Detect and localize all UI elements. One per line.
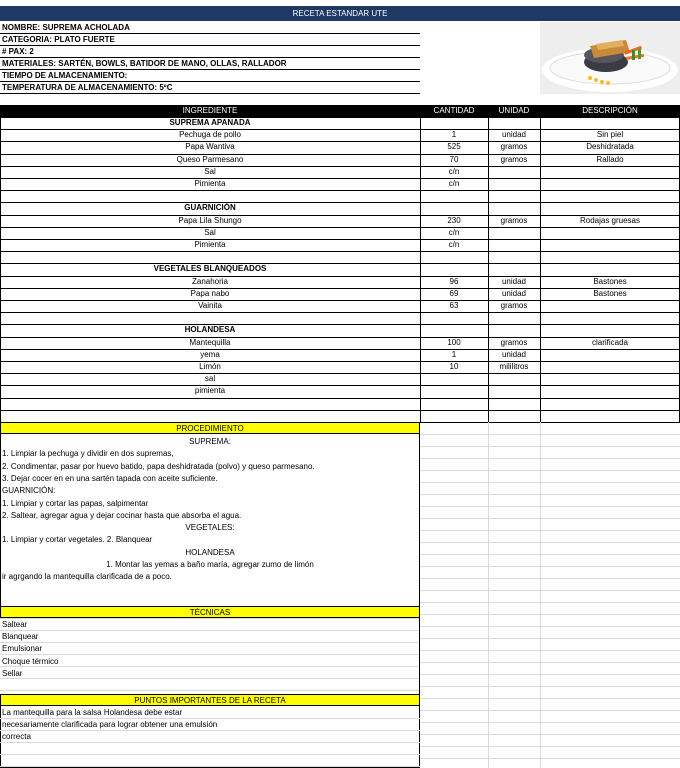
- ingredient-description: [540, 398, 680, 410]
- section-title: HOLANDESA: [184, 325, 236, 335]
- ingredient-unit: [488, 166, 540, 178]
- sheet-gridline: [420, 458, 680, 459]
- sheet-gridline: [0, 690, 420, 691]
- row-divider: [0, 300, 680, 301]
- key-point-line: correcta: [2, 732, 31, 742]
- row-divider: [0, 154, 680, 155]
- ingredient-description: [540, 190, 680, 202]
- row-divider: [0, 251, 680, 252]
- ingredient-unit: [488, 385, 540, 397]
- ingredient-quantity: 69: [449, 288, 459, 298]
- sheet-gridline: [0, 678, 420, 679]
- row-divider: [0, 166, 680, 167]
- sheet-gridline: [0, 630, 420, 631]
- ingredient-name: Vainita: [198, 301, 222, 310]
- plated-dish-image: [540, 22, 680, 94]
- sheet-gridline: [0, 654, 420, 655]
- ingredient-unit: unidad: [501, 130, 527, 140]
- sheet-gridline: [420, 698, 680, 699]
- row-divider: [0, 190, 680, 191]
- sheet-gridline: [420, 674, 680, 675]
- info-row: NOMBRE: SUPREMA ACHOLADA: [0, 22, 420, 34]
- procedure-line: 2. Saltear, agregar agua y dejar cocinar hasta que absorba el agua.: [2, 510, 242, 520]
- row-divider: [0, 129, 680, 130]
- header-ingrediente: INGREDIENTE: [0, 105, 420, 117]
- procedure-line: 3. Dejar cocer en en una sartén tapada con aceite suficiente.: [2, 473, 218, 483]
- ingredient-unit: mililitros: [499, 362, 529, 371]
- row-divider: [0, 202, 680, 203]
- sheet-gridline: [420, 626, 680, 627]
- row-divider: [0, 215, 680, 216]
- sheet-gridline: [420, 482, 680, 483]
- section-title: VEGETALES BLANQUEADOS: [153, 264, 267, 274]
- ingredient-unit: gramos: [500, 142, 528, 152]
- row-divider: [0, 312, 680, 313]
- ingredient-description: [540, 251, 680, 263]
- procedure-line: 1. Limpiar y cortar las papas, salpimentar: [2, 498, 149, 508]
- ingredient-name: Mantequilla: [189, 337, 231, 347]
- row-divider: [0, 398, 680, 399]
- ingredient-quantity: 525: [447, 142, 461, 152]
- info-row: MATERIALES: SARTÉN, BOWLS, BATIDOR DE MANO, OLLAS, RALLADOR: [0, 58, 420, 70]
- row-divider: [0, 178, 680, 179]
- row-divider: [0, 263, 680, 264]
- row-divider: [0, 276, 680, 277]
- sheet-gridline: [420, 650, 680, 651]
- ingredient-unit: [488, 410, 540, 422]
- row-divider: [0, 361, 680, 362]
- sheet-gridline: [420, 602, 680, 603]
- ingredient-quantity: [420, 398, 488, 410]
- ingredient-description: Bastones: [593, 276, 627, 286]
- ingredient-quantity: 230: [447, 215, 461, 225]
- ingredient-unit: [488, 227, 540, 239]
- ingredient-description: [540, 239, 680, 251]
- box-border: [419, 434, 420, 606]
- ingredient-quantity: c/n: [448, 166, 460, 176]
- ingredient-name: Queso Parmesano: [176, 154, 244, 164]
- sheet-gridline: [420, 470, 680, 471]
- ingredient-description: [540, 227, 680, 239]
- sheet-gridline: [420, 710, 680, 711]
- row-divider: [0, 227, 680, 228]
- ingredient-quantity: [420, 385, 488, 397]
- ingredient-quantity: 1: [451, 130, 457, 140]
- box-border: [419, 706, 420, 768]
- row-divider: [0, 288, 680, 289]
- ingredient-quantity: 100: [447, 337, 461, 347]
- technique-item: Sellar: [2, 668, 23, 678]
- header-cantidad: CANTIDAD: [420, 105, 488, 117]
- sheet-gridline: [488, 422, 489, 768]
- sheet-gridline: [0, 754, 420, 755]
- info-row: # PAX: 2: [0, 46, 420, 58]
- box-border: [0, 434, 1, 606]
- ingredient-description: Sin piel: [596, 130, 624, 140]
- ingredient-quantity: c/n: [448, 179, 460, 188]
- sheet-gridline: [420, 590, 680, 591]
- ingredient-unit: gramos: [500, 301, 528, 310]
- dish-photo: [540, 22, 680, 94]
- column-divider: [488, 117, 489, 422]
- sheet-gridline: [420, 542, 680, 543]
- header-descripcion: DESCRIPCIÓN: [540, 105, 680, 117]
- procedure-line: 2. Condimentar, pasar por huevo batido, papa deshidratada (polvo) y queso parmesano.: [2, 461, 315, 471]
- ingredient-quantity: [420, 410, 488, 422]
- ingredient-quantity: [420, 190, 488, 202]
- sheet-gridline: [420, 566, 680, 567]
- column-divider: [540, 117, 541, 422]
- header-unidad: UNIDAD: [488, 105, 540, 117]
- ingredient-quantity: 96: [449, 276, 459, 286]
- ingredient-unit: gramos: [500, 337, 528, 347]
- procedure-line: 1. Limpiar la pechuga y dividir en dos supremas,: [2, 449, 174, 459]
- ingredient-name: sal: [204, 374, 216, 384]
- sheet-gridline: [420, 434, 680, 435]
- ingredient-name: Papa nabo: [190, 288, 230, 298]
- ingredient-description: [540, 300, 680, 312]
- ingredient-name: [0, 190, 420, 202]
- ingredient-unit: [488, 178, 540, 190]
- column-divider: [420, 117, 421, 422]
- row-divider: [0, 410, 680, 411]
- ingredient-name: yema: [200, 349, 220, 359]
- row-divider: [0, 141, 680, 142]
- ingredient-unit: [488, 251, 540, 263]
- tecnicas-header: TÉCNICAS: [0, 606, 420, 618]
- procedure-line: SUPREMA:: [189, 437, 231, 446]
- info-row: TIEMPO DE ALMACENAMIENTO:: [0, 70, 420, 82]
- ingredient-name: Zanahoria: [191, 276, 229, 286]
- box-border: [0, 706, 1, 768]
- ingredient-description: Rodajas gruesas: [579, 215, 641, 225]
- ingredient-description: [540, 385, 680, 397]
- recipe-title: RECETA ESTANDAR UTE: [0, 6, 680, 21]
- row-divider: [0, 239, 680, 240]
- sheet-gridline: [420, 686, 680, 687]
- row-divider: [0, 337, 680, 338]
- ingredient-name: Limón: [199, 362, 221, 371]
- ingredient-unit: [488, 398, 540, 410]
- ingredient-unit: unidad: [501, 349, 527, 359]
- section-title: GUARNICIÓN: [184, 203, 236, 213]
- ingredient-name: [0, 410, 420, 422]
- procedimiento-header: PROCEDIMIENTO: [0, 422, 420, 434]
- sheet-gridline: [0, 742, 420, 743]
- info-row: CATEGORIA: PLATO FUERTE: [0, 34, 420, 46]
- ingredient-name: pimienta: [194, 386, 226, 396]
- ingredient-unit: gramos: [500, 154, 528, 164]
- sheet-gridline: [0, 642, 420, 643]
- ingredient-name: Sal: [204, 166, 216, 176]
- sheet-gridline: [540, 422, 541, 768]
- sheet-gridline: [420, 758, 680, 759]
- ingredient-quantity: [420, 312, 488, 324]
- sheet-gridline: [420, 722, 680, 723]
- ingredient-name: Papa Lila Shungo: [178, 215, 242, 225]
- column-divider: [0, 117, 1, 422]
- ingredient-quantity: 1: [451, 349, 457, 359]
- row-divider: [0, 349, 680, 350]
- ingredient-quantity: [420, 373, 488, 385]
- sheet-gridline: [420, 662, 680, 663]
- ingredient-description: [540, 312, 680, 324]
- ingredient-name: [0, 251, 420, 263]
- key-point-line: La mantequilla para la salsa Holandesa debe estar: [2, 708, 183, 717]
- ingredient-name: Pimienta: [194, 179, 226, 188]
- row-divider: [0, 324, 680, 325]
- row-divider: [0, 117, 680, 118]
- ingredient-quantity: c/n: [448, 240, 460, 249]
- ingredient-description: Deshidratada: [586, 142, 634, 152]
- sheet-gridline: [420, 518, 680, 519]
- ingredient-name: Pechuga de pollo: [179, 130, 241, 140]
- row-divider: [0, 373, 680, 374]
- ingredient-quantity: 70: [449, 154, 459, 164]
- ingredient-unit: unidad: [501, 288, 527, 298]
- ingredient-description: [540, 361, 680, 373]
- procedure-line: 1. Montar las yemas a baño maría, agregar zumo de limón: [106, 560, 314, 569]
- ingredient-quantity: 10: [449, 362, 459, 371]
- ingredient-description: [540, 410, 680, 422]
- ingredient-quantity: c/n: [448, 227, 460, 237]
- procedure-line: HOLANDESA: [185, 547, 235, 557]
- ingredient-name: Papa Wantiva: [185, 142, 235, 152]
- ingredient-unit: [488, 190, 540, 202]
- info-row: TEMPERATURA DE ALMACENAMIENTO: 5ºC: [0, 82, 420, 94]
- ingredient-description: [540, 166, 680, 178]
- technique-item: Emulsionar: [2, 644, 43, 654]
- sheet-gridline: [420, 614, 680, 615]
- technique-item: Blanquear: [2, 632, 39, 642]
- technique-item: Choque térmico: [2, 656, 59, 666]
- ingredient-unit: [488, 373, 540, 385]
- ingredient-name: Pimienta: [194, 240, 226, 249]
- sheet-gridline: [420, 638, 680, 639]
- key-point-line: necesariamente clarificada para lograr obtener una emulsión: [2, 720, 218, 730]
- procedure-line: 1. Limpiar y cortar vegetales. 2. Blanquear: [2, 535, 153, 545]
- sheet-gridline: [420, 494, 680, 495]
- ingredient-unit: unidad: [501, 276, 527, 286]
- sheet-gridline: [0, 766, 420, 767]
- ingredient-description: Bastones: [593, 288, 627, 298]
- sheet-gridline: [420, 578, 680, 579]
- ingredient-description: Rallado: [596, 154, 624, 164]
- ingredient-quantity: [420, 251, 488, 263]
- ingredient-name: [0, 312, 420, 324]
- technique-item: Saltear: [2, 620, 28, 629]
- sheet-gridline: [420, 554, 680, 555]
- ingredient-name: Sal: [204, 227, 216, 237]
- sheet-gridline: [420, 734, 680, 735]
- ingredient-description: [540, 178, 680, 190]
- ingredient-description: clarificada: [591, 337, 628, 347]
- ingredient-name: [0, 398, 420, 410]
- ingredient-unit: gramos: [500, 215, 528, 225]
- section-title: SUPREMA APANADA: [169, 118, 251, 127]
- ingredient-unit: [488, 239, 540, 251]
- ingredient-description: [540, 349, 680, 361]
- box-border: [419, 618, 420, 694]
- sheet-gridline: [420, 506, 680, 507]
- sheet-gridline: [420, 746, 680, 747]
- sheet-gridline: [420, 446, 680, 447]
- puntos-header: PUNTOS IMPORTANTES DE LA RECETA: [0, 694, 420, 706]
- ingredient-description: [540, 373, 680, 385]
- row-divider: [0, 385, 680, 386]
- procedure-line: ir agrgando la mantequilla clarificada de a poco.: [2, 572, 172, 582]
- sheet-gridline: [0, 666, 420, 667]
- ingredient-quantity: 63: [449, 301, 459, 310]
- sheet-gridline: [420, 530, 680, 531]
- procedure-line: VEGETALES:: [185, 523, 235, 533]
- procedure-line: GUARNICIÓN:: [2, 486, 56, 496]
- ingredient-unit: [488, 312, 540, 324]
